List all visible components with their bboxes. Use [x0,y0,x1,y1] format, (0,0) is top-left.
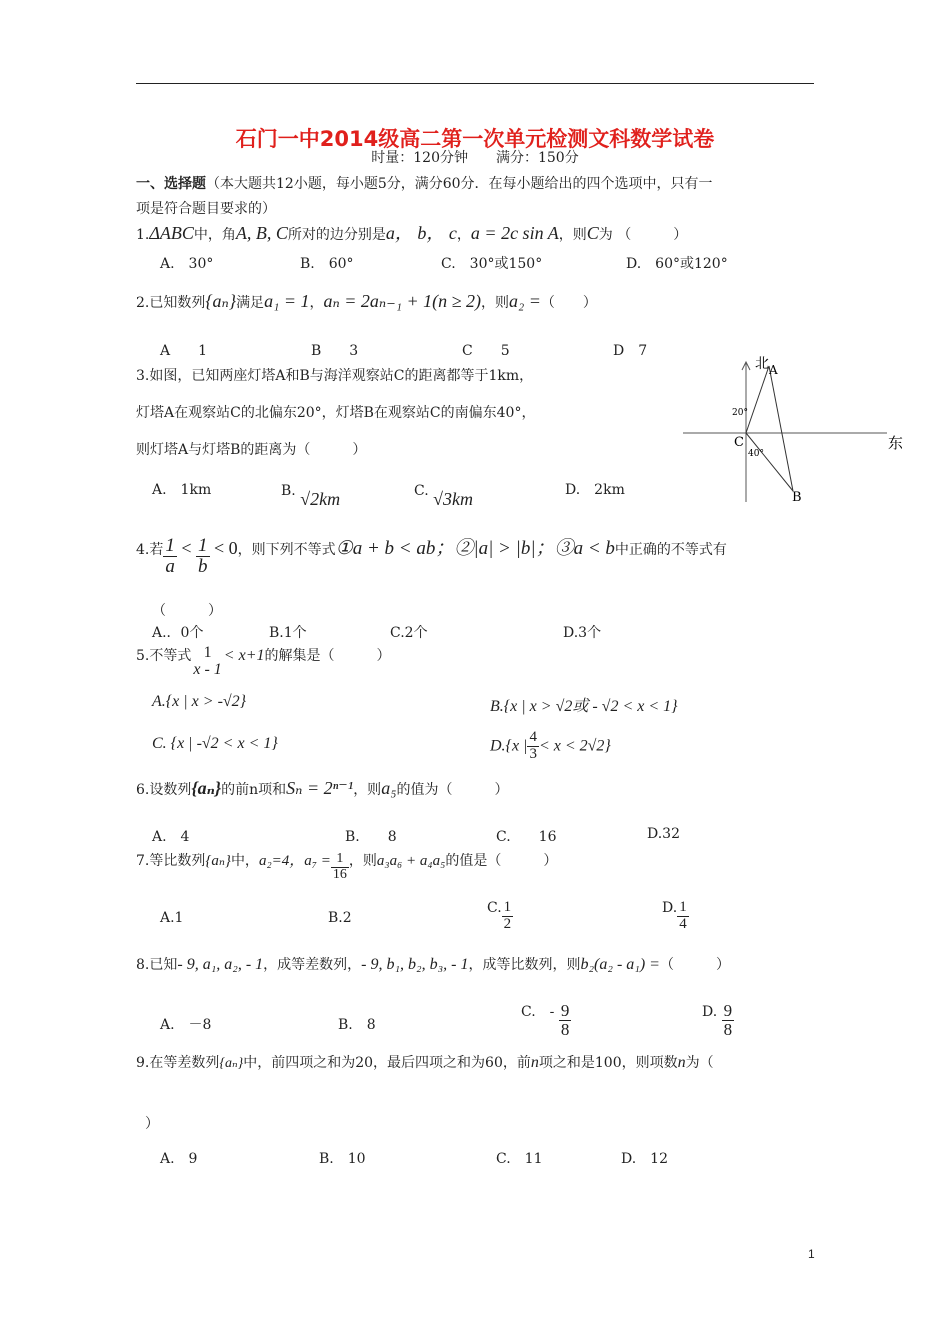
question-1: 1.ΔABC中，角A, B, C所对的边分别是a， b， c，a = 2c sin A，则C为 （ ） [136,223,688,243]
q9-option-c[interactable]: C. 11 [496,1151,543,1167]
q9-option-b[interactable]: B. 10 [319,1151,366,1167]
q1-option-b[interactable]: B. 60° [300,256,354,272]
lighthouse-figure [680,352,910,512]
q2-option-a[interactable]: A 1 [160,343,208,359]
segment-cb [746,433,793,491]
question-4: 4.若 $\frac{1}{a}$ < $\frac{1}{b}$ < 0，则下列不等式①a + b < ab；②|a| > |b|；③a < b中正确的不等式有 [136,535,727,577]
north-label: 北 [755,356,769,372]
q3-line1: 3.如图，已知两座灯塔A和B与海洋观察站C的距离都等于1km， [136,368,534,384]
q9-option-d[interactable]: D. 12 [621,1151,668,1167]
q6-option-b[interactable]: B. 8 [345,829,397,845]
q1-option-c[interactable]: C. 30°或150° [441,256,543,272]
segment-ab [769,366,793,491]
page-title: 石门一中2014级高二第一次单元检测文科数学试卷 [235,127,715,151]
q5-option-b[interactable]: B.{x | x > √2或 - √2 < x < 1} [490,698,678,715]
question-5: 5.不等式 1 x - 1 < x+1的解集是（ ） [136,644,391,678]
q2-option-c[interactable]: C 5 [462,343,510,359]
q6-option-d[interactable]: D.32 [647,826,680,842]
q9-option-a[interactable]: A. 9 [160,1151,198,1167]
q8-option-b[interactable]: B. 8 [338,1017,376,1033]
point-b-label: B [792,490,802,505]
q4-paren: （ ） [152,603,222,619]
segment-ca [746,366,769,433]
q3-option-c[interactable]: C. √3km [414,483,473,509]
section-intro [136,173,713,193]
q1-option-d[interactable]: D. 60°或120° [626,256,728,272]
question-2: 2.已知数列{aₙ}满足a₁ = 1，aₙ = 2aₙ₋₁ + 1(n ≥ 2)，则a₂ =（ ） [136,291,597,311]
q7-option-d[interactable]: D. $\frac{1}{4}$ [662,899,687,932]
q5-option-a[interactable]: A.{x | x > -√2} [152,693,247,710]
q6-option-a[interactable]: A. 4 [152,829,190,845]
exam-info: 时量：120分钟 满分：150分 [371,150,579,166]
question-8: 8.已知- 9, a₁, a₂, - 1，成等差数列，- 9, b₁, b₂, b₃, - 1，成等比数列，则b₂(a₂ - a₁) =（ ） [136,956,730,973]
angle-20-label: 20° [732,408,748,418]
section-intro-line2: 项是符合题目要求的） [136,201,276,217]
angle-40-label: 40° [748,449,764,459]
q4-option-a[interactable]: A.．0个 [152,625,204,641]
section-intro-line1: （本大题共12小题，每小题5分，满分60分．在每小题给出的四个选项中，只有一 [206,176,713,192]
q7-option-c[interactable]: C. $\frac{1}{2}$ [487,899,512,932]
q7-option-b[interactable]: B.2 [328,910,352,926]
point-c-label: C [734,435,744,450]
east-label: 东 [888,434,904,452]
q3-line3: 则灯塔A与灯塔B的距离为（ ） [136,442,367,458]
q9-paren-close: ） [145,1116,159,1132]
q8-option-d[interactable]: D. $\frac{9}{8}$ [702,1001,733,1039]
q5-option-c[interactable]: C. {x | -√2 < x < 1} [152,735,278,752]
point-a-label: A [769,363,778,377]
q5-option-d[interactable]: D.{x | $\frac{4}{3}$ < x < 2√2} [490,729,611,762]
question-9: 9.在等差数列{aₙ}中，前四项之和为20，最后四项之和为60，前n项之和是100，则项数n为（ [136,1054,714,1071]
q7-option-a[interactable]: A.1 [160,910,184,926]
q4-option-b[interactable]: B.1个 [269,625,307,641]
header-rule [136,83,814,84]
page-number: 1 [808,1247,815,1261]
q8-option-c[interactable]: C. - $\frac{9}{8}$ [521,1001,570,1039]
q8-option-a[interactable]: A. －8 [160,1017,212,1033]
section-heading: 一、选择题 [136,176,206,192]
q2-option-b[interactable]: B 3 [311,343,359,359]
question-7: 7.等比数列{aₙ}中，a₂=4，a₇ = $\frac{1}{16}$ ，则a₃a₆ + a₄a₅的值是（ ） [136,851,558,882]
q6-option-c[interactable]: C. 16 [496,829,557,845]
q4-option-d[interactable]: D.3个 [563,625,602,641]
question-6: 6.设数列{aₙ}的前n项和Sₙ = 2ⁿ⁻¹，则a₅的值为（ ） [136,778,509,798]
q3-line2: 灯塔A在观察站C的北偏东20°，灯塔B在观察站C的南偏东40°， [136,405,536,421]
q4-option-c[interactable]: C.2个 [390,625,428,641]
q3-option-a[interactable]: A. 1km [152,482,212,498]
q1-option-a[interactable]: A. 30° [160,256,214,272]
q3-option-b[interactable]: B. √2km [281,483,341,509]
q2-option-d[interactable]: D 7 [613,343,648,359]
q3-option-d[interactable]: D. 2km [565,482,625,498]
